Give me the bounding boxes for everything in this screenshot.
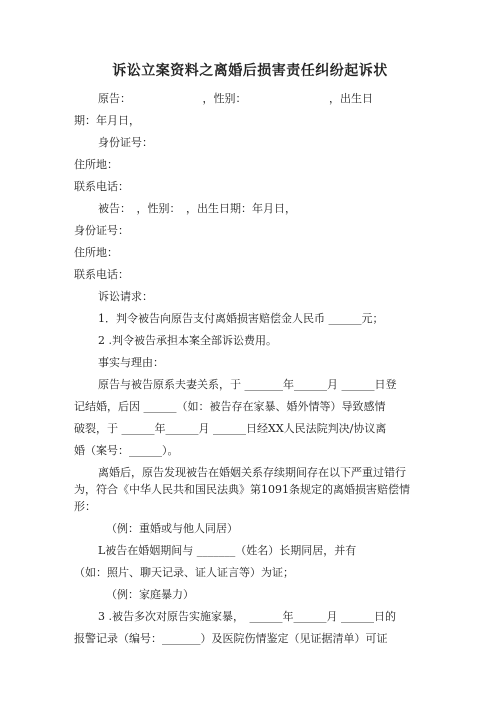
plaintiff-phone-line: 联系电话： [74, 180, 129, 193]
example-label-2: （例：家庭暴力） [106, 588, 194, 601]
plaintiff-birth-line: 期：年月日， [74, 114, 140, 127]
claim-item-1: 1．判令被告向原告支付离婚损害赔偿金人民币 ______元； [98, 312, 384, 325]
defendant-id-line: 身份证号： [74, 224, 129, 237]
plaintiff-address-line: 住所地： [74, 158, 118, 171]
facts-paragraph-1-line-4: 婚（案号：______）。 [74, 444, 179, 457]
document-title: 诉讼立案资料之离婚后损害责任纠纷起诉状 [112, 63, 388, 79]
defendant-line: 被告： ，性别： ，出生日期：年月日， [98, 202, 296, 215]
facts-paragraph-1-line-3: 破裂，于 ______年______月 ______日经XX人民法院判决/协议离 [74, 422, 387, 435]
facts-paragraph-1-line-1: 原告与被告原系夫妻关系，于 _______年______月 ______日登 [98, 378, 397, 391]
plaintiff-id-line: 身份证号： [98, 136, 153, 149]
example-label-1: （例：重婚或与他人同居） [106, 522, 238, 535]
facts-paragraph-1-line-2: 记结婚，后因 ______（如：被告存在家暴、婚外情等）导致感情 [74, 400, 386, 413]
claims-heading: 诉讼请求： [98, 290, 153, 303]
fault-item-3-line-1: 3 .被告多次对原告实施家暴， ______年______月 ______日的 [98, 610, 396, 623]
plaintiff-line: 原告： ，性别： ，出生日 [98, 92, 373, 105]
facts-paragraph-2-line-1: 离婚后，原告发现被告在婚姻关系存续期间存在以下严重过错行 [98, 466, 406, 479]
fault-item-1-line-2: （如：照片、聊天记录、证人证言等）为证； [74, 566, 294, 579]
defendant-address-line: 住所地： [74, 246, 118, 259]
fault-item-3-line-2: 报警记录（编号：_______）及医院伤情鉴定（见证据清单）可证 [74, 632, 388, 645]
facts-paragraph-2-line-2: 为，符合《中华人民共和国民法典》第1091条规定的离婚损害赔偿情 [74, 483, 410, 496]
facts-heading: 事实与理由： [98, 356, 164, 369]
facts-paragraph-2-line-3: 形： [74, 500, 96, 513]
defendant-phone-line: 联系电话： [74, 268, 129, 281]
fault-item-1-line-1: L被告在婚姻期间与 _______（姓名）长期同居，并有 [98, 544, 357, 557]
claim-item-2: 2 .判令被告承担本案全部诉讼费用。 [98, 334, 277, 347]
